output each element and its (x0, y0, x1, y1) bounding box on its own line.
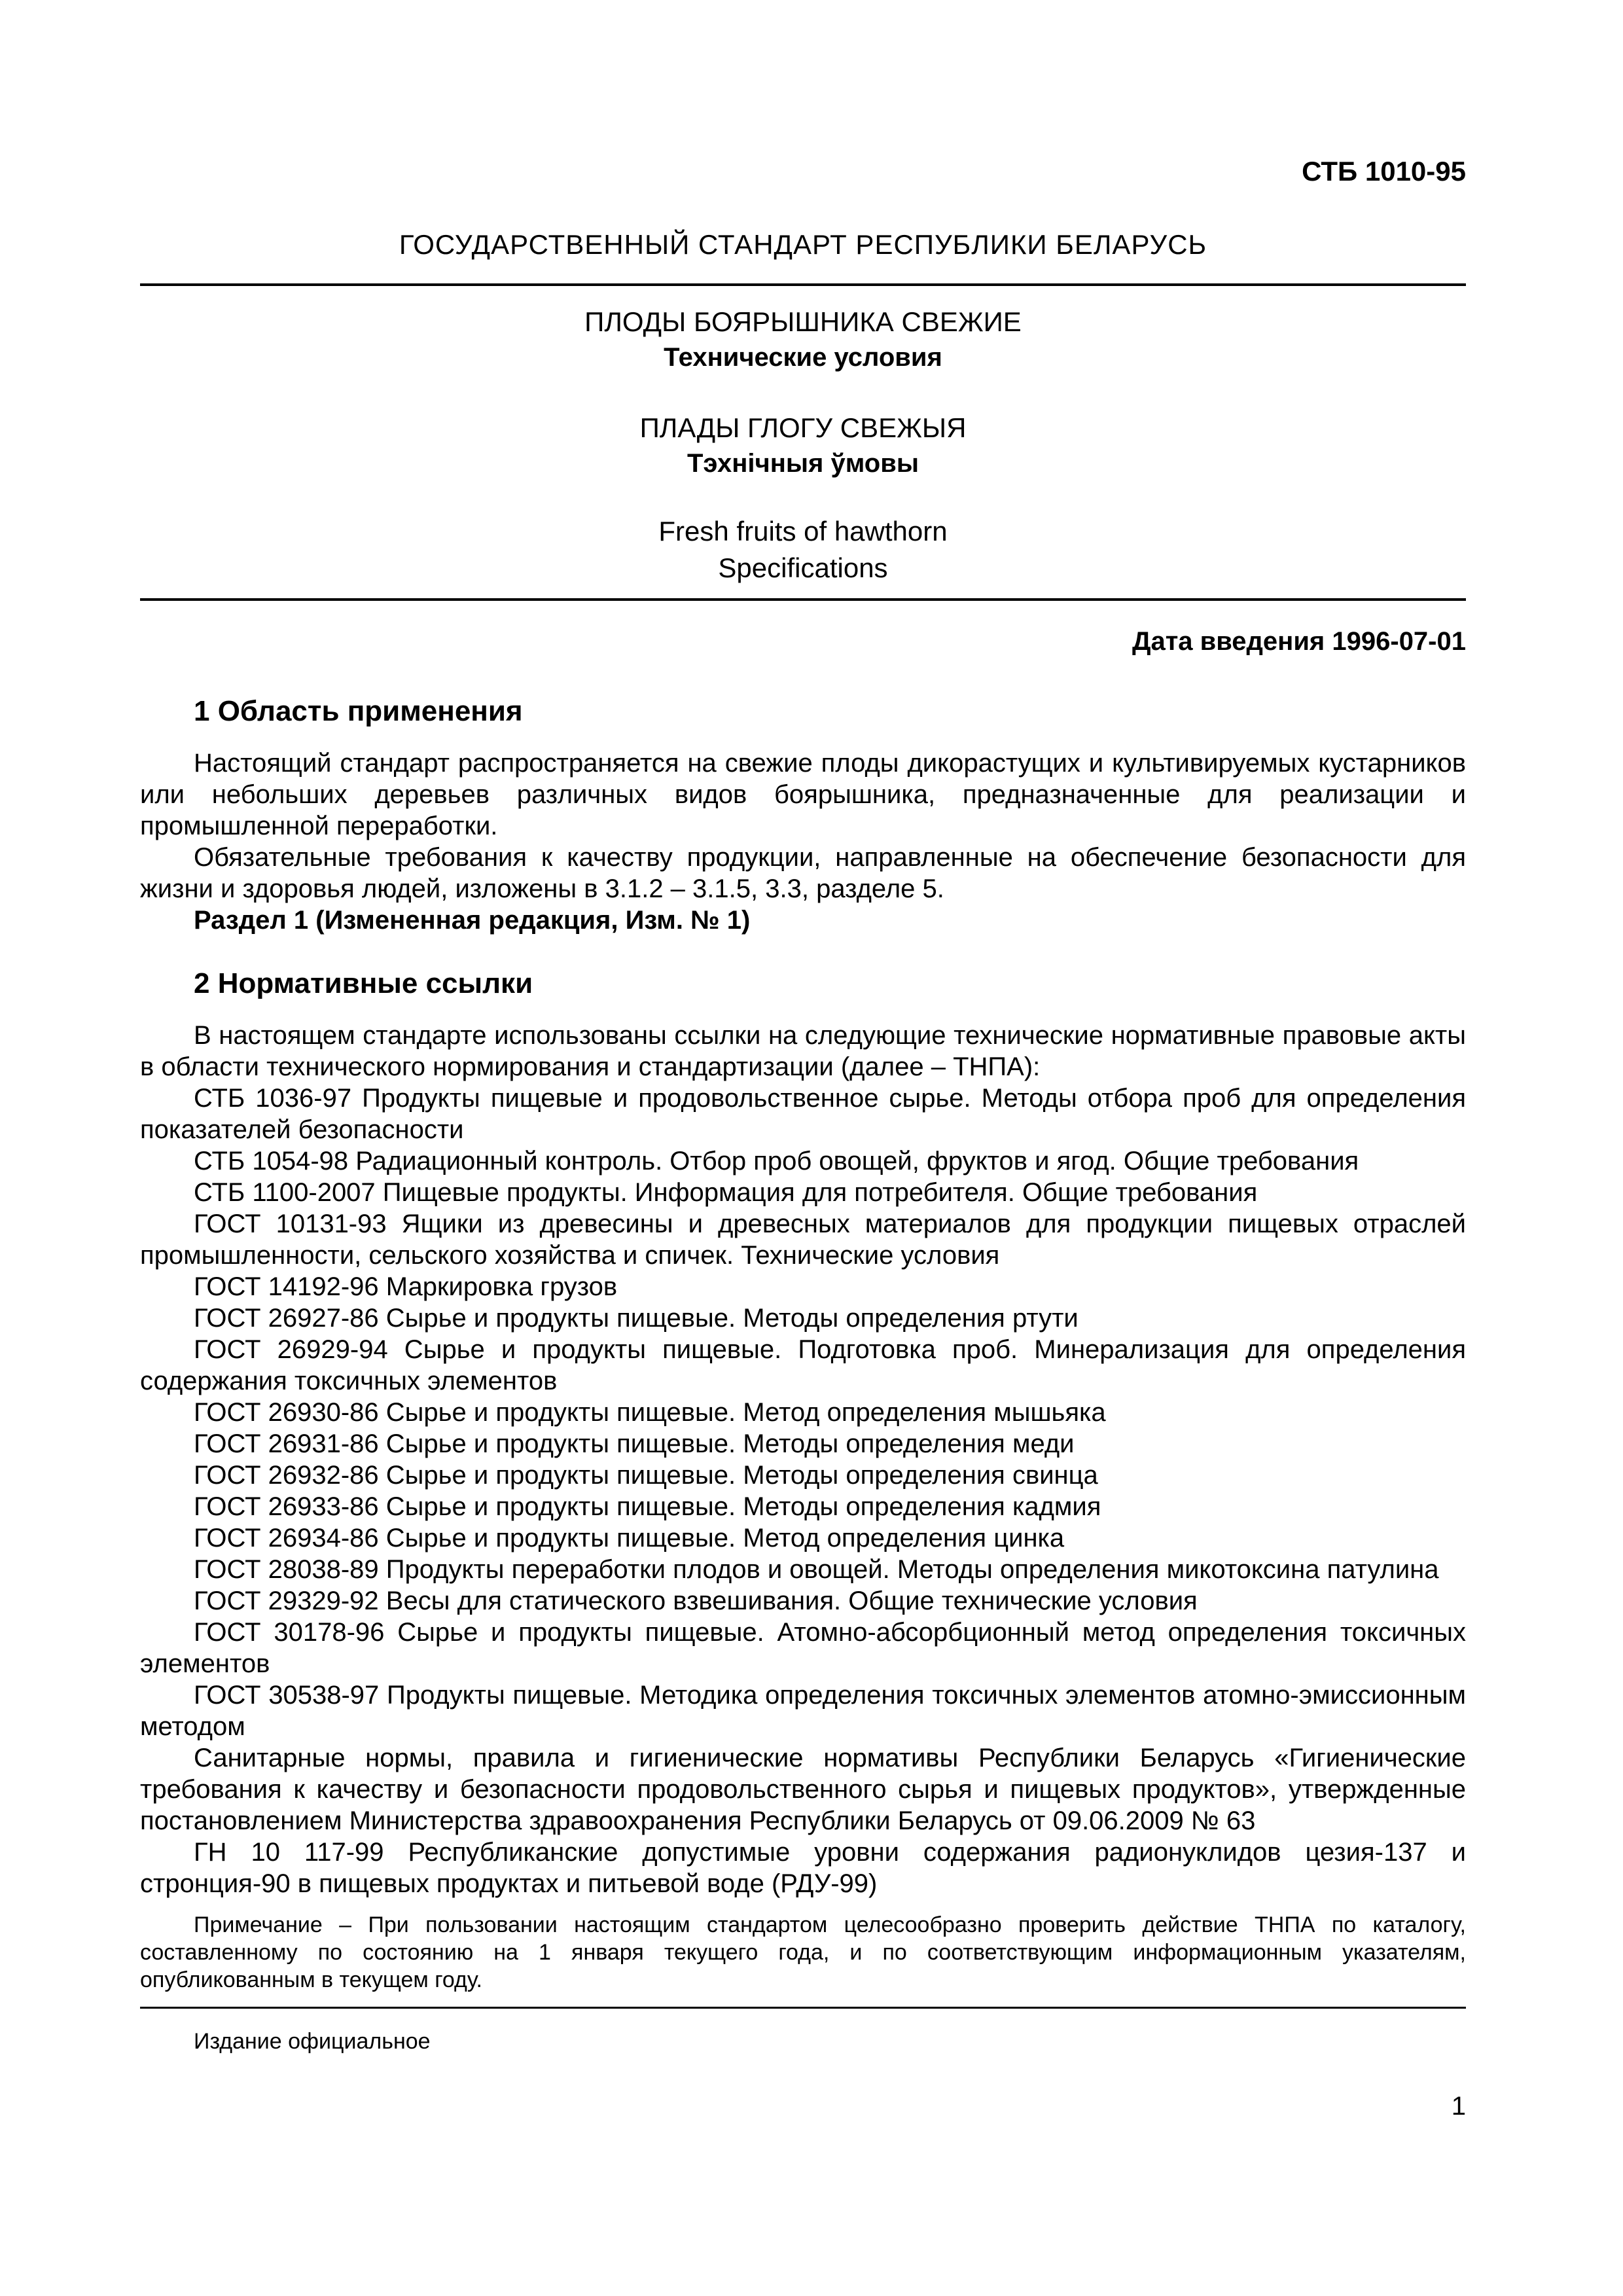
reference-item: ГОСТ 26927-86 Сырье и продукты пищевые. Методы определения ртути (194, 1304, 1079, 1333)
reference-item: ГОСТ 30538-97 Продукты пищевые. Методика определения токсичных элементов атомно-эмиссионным методом (140, 1681, 1466, 1741)
reference-item: ГОСТ 26931-86 Сырье и продукты пищевые. Методы определения меди (194, 1429, 1075, 1458)
section-1-amendment: Раздел 1 (Измененная редакция, Изм. № 1) (194, 906, 751, 935)
title-ru: ПЛОДЫ БОЯРЫШНИКА СВЕЖИЕ (584, 306, 1022, 337)
document-number: СТБ 1010-95 (1302, 156, 1466, 187)
reference-item: ГОСТ 14192-96 Маркировка грузов (194, 1272, 618, 1301)
reference-item: ГОСТ 26929-94 Сырье и продукты пищевые. Подготовка проб. Минерализация для определения содержания токсичных элементов (140, 1335, 1466, 1395)
subtitle-ru: Технические условия (664, 343, 942, 372)
footer-divider (140, 2007, 1466, 2009)
section-1-paragraph: Настоящий стандарт распространяется на свежие плоды дикорастущих и культивируемых кустарников или небольших деревьев различных видов боярышника, предназначенные для реализации и промышленной переработки. (140, 749, 1466, 840)
reference-item: ГОСТ 30178-96 Сырье и продукты пищевые. Атомно-абсорбционный метод определения токсичных элементов (140, 1618, 1466, 1678)
top-divider (140, 283, 1466, 286)
reference-item: ГОСТ 26934-86 Сырье и продукты пищевые. Метод определения цинка (194, 1524, 1065, 1552)
subtitle-be: Тэхнічныя ўмовы (687, 449, 919, 478)
title-ru-block (140, 304, 1466, 374)
section-2-intro: В настоящем стандарте использованы ссылки на следующие технические нормативные правовые акты в области технического нормирования и стандартизации (далее – ТНПА): (140, 1021, 1466, 1081)
introduction-date: Дата введения 1996-07-01 (1132, 627, 1466, 656)
reference-item: ГОСТ 29329-92 Весы для статического взвешивания. Общие технические условия (194, 1587, 1198, 1615)
reference-item: ГН 10 117-99 Республиканские допустимые уровни содержания радионуклидов цезия-137 и стронция-90 в пищевых продуктах и питьевой воде (РДУ-99) (140, 1838, 1466, 1898)
section-1-paragraph: Обязательные требования к качеству продукции, направленные на обеспечение безопасности для жизни и здоровья людей, изложены в 3.1.2 – 3.1.5, 3.3, разделе 5. (140, 843, 1466, 903)
official-edition-label: Издание официальное (194, 2029, 431, 2054)
title-en-block (140, 513, 1466, 586)
state-standard-heading: ГОСУДАРСТВЕННЫЙ СТАНДАРТ РЕСПУБЛИКИ БЕЛАРУСЬ (399, 229, 1207, 260)
reference-item: ГОСТ 26932-86 Сырье и продукты пищевые. Методы определения свинца (194, 1461, 1098, 1490)
section-1-body (140, 747, 1466, 936)
section-2-heading: 2 Нормативные ссылки (194, 967, 533, 999)
title-be-block (140, 410, 1466, 480)
reference-item: ГОСТ 28038-89 Продукты переработки плодов и овощей. Методы определения микотоксина патулина (194, 1555, 1439, 1584)
section-1-heading: 1 Область применения (194, 695, 523, 727)
section-2-body (140, 1020, 1466, 1899)
reference-item: ГОСТ 26930-86 Сырье и продукты пищевые. Метод определения мышьяка (194, 1398, 1106, 1427)
title-en: Fresh fruits of hawthorn (658, 516, 948, 547)
title-be: ПЛАДЫ ГЛОГУ СВЕЖЫЯ (639, 412, 967, 443)
reference-item: СТБ 1054-98 Радиационный контроль. Отбор проб овощей, фруктов и ягод. Общие требования (194, 1147, 1359, 1175)
reference-item: СТБ 1100-2007 Пищевые продукты. Информация для потребителя. Общие требования (194, 1178, 1258, 1207)
reference-item: Санитарные нормы, правила и гигиенические нормативы Республики Беларусь «Гигиенические требования к качеству и безопасности продовольственного сырья и пищевых продуктов», утвержденные постановлением Министерства здравоохранения Республики Беларусь от 09.06.2009 № 63 (140, 1744, 1466, 1835)
page-number: 1 (1451, 2092, 1466, 2121)
reference-item: ГОСТ 10131-93 Ящики из древесины и древесных материалов для продукции пищевых отраслей промышленности, сельского хозяйства и спичек. Технические условия (140, 1210, 1466, 1270)
subtitle-en: Specifications (718, 552, 888, 583)
reference-item: ГОСТ 26933-86 Сырье и продукты пищевые. Методы определения кадмия (194, 1492, 1101, 1521)
reference-item: СТБ 1036-97 Продукты пищевые и продовольственное сырье. Методы отбора проб для определения показателей безопасности (140, 1084, 1466, 1144)
titles-divider (140, 598, 1466, 601)
section-2-note: Примечание – При пользовании настоящим стандартом целесообразно проверить действие ТНПА по каталогу, составленному по состоянию на 1 января текущего года, и по соответствующим информационным указателям, опубликованным в текущем году. (140, 1912, 1466, 1992)
